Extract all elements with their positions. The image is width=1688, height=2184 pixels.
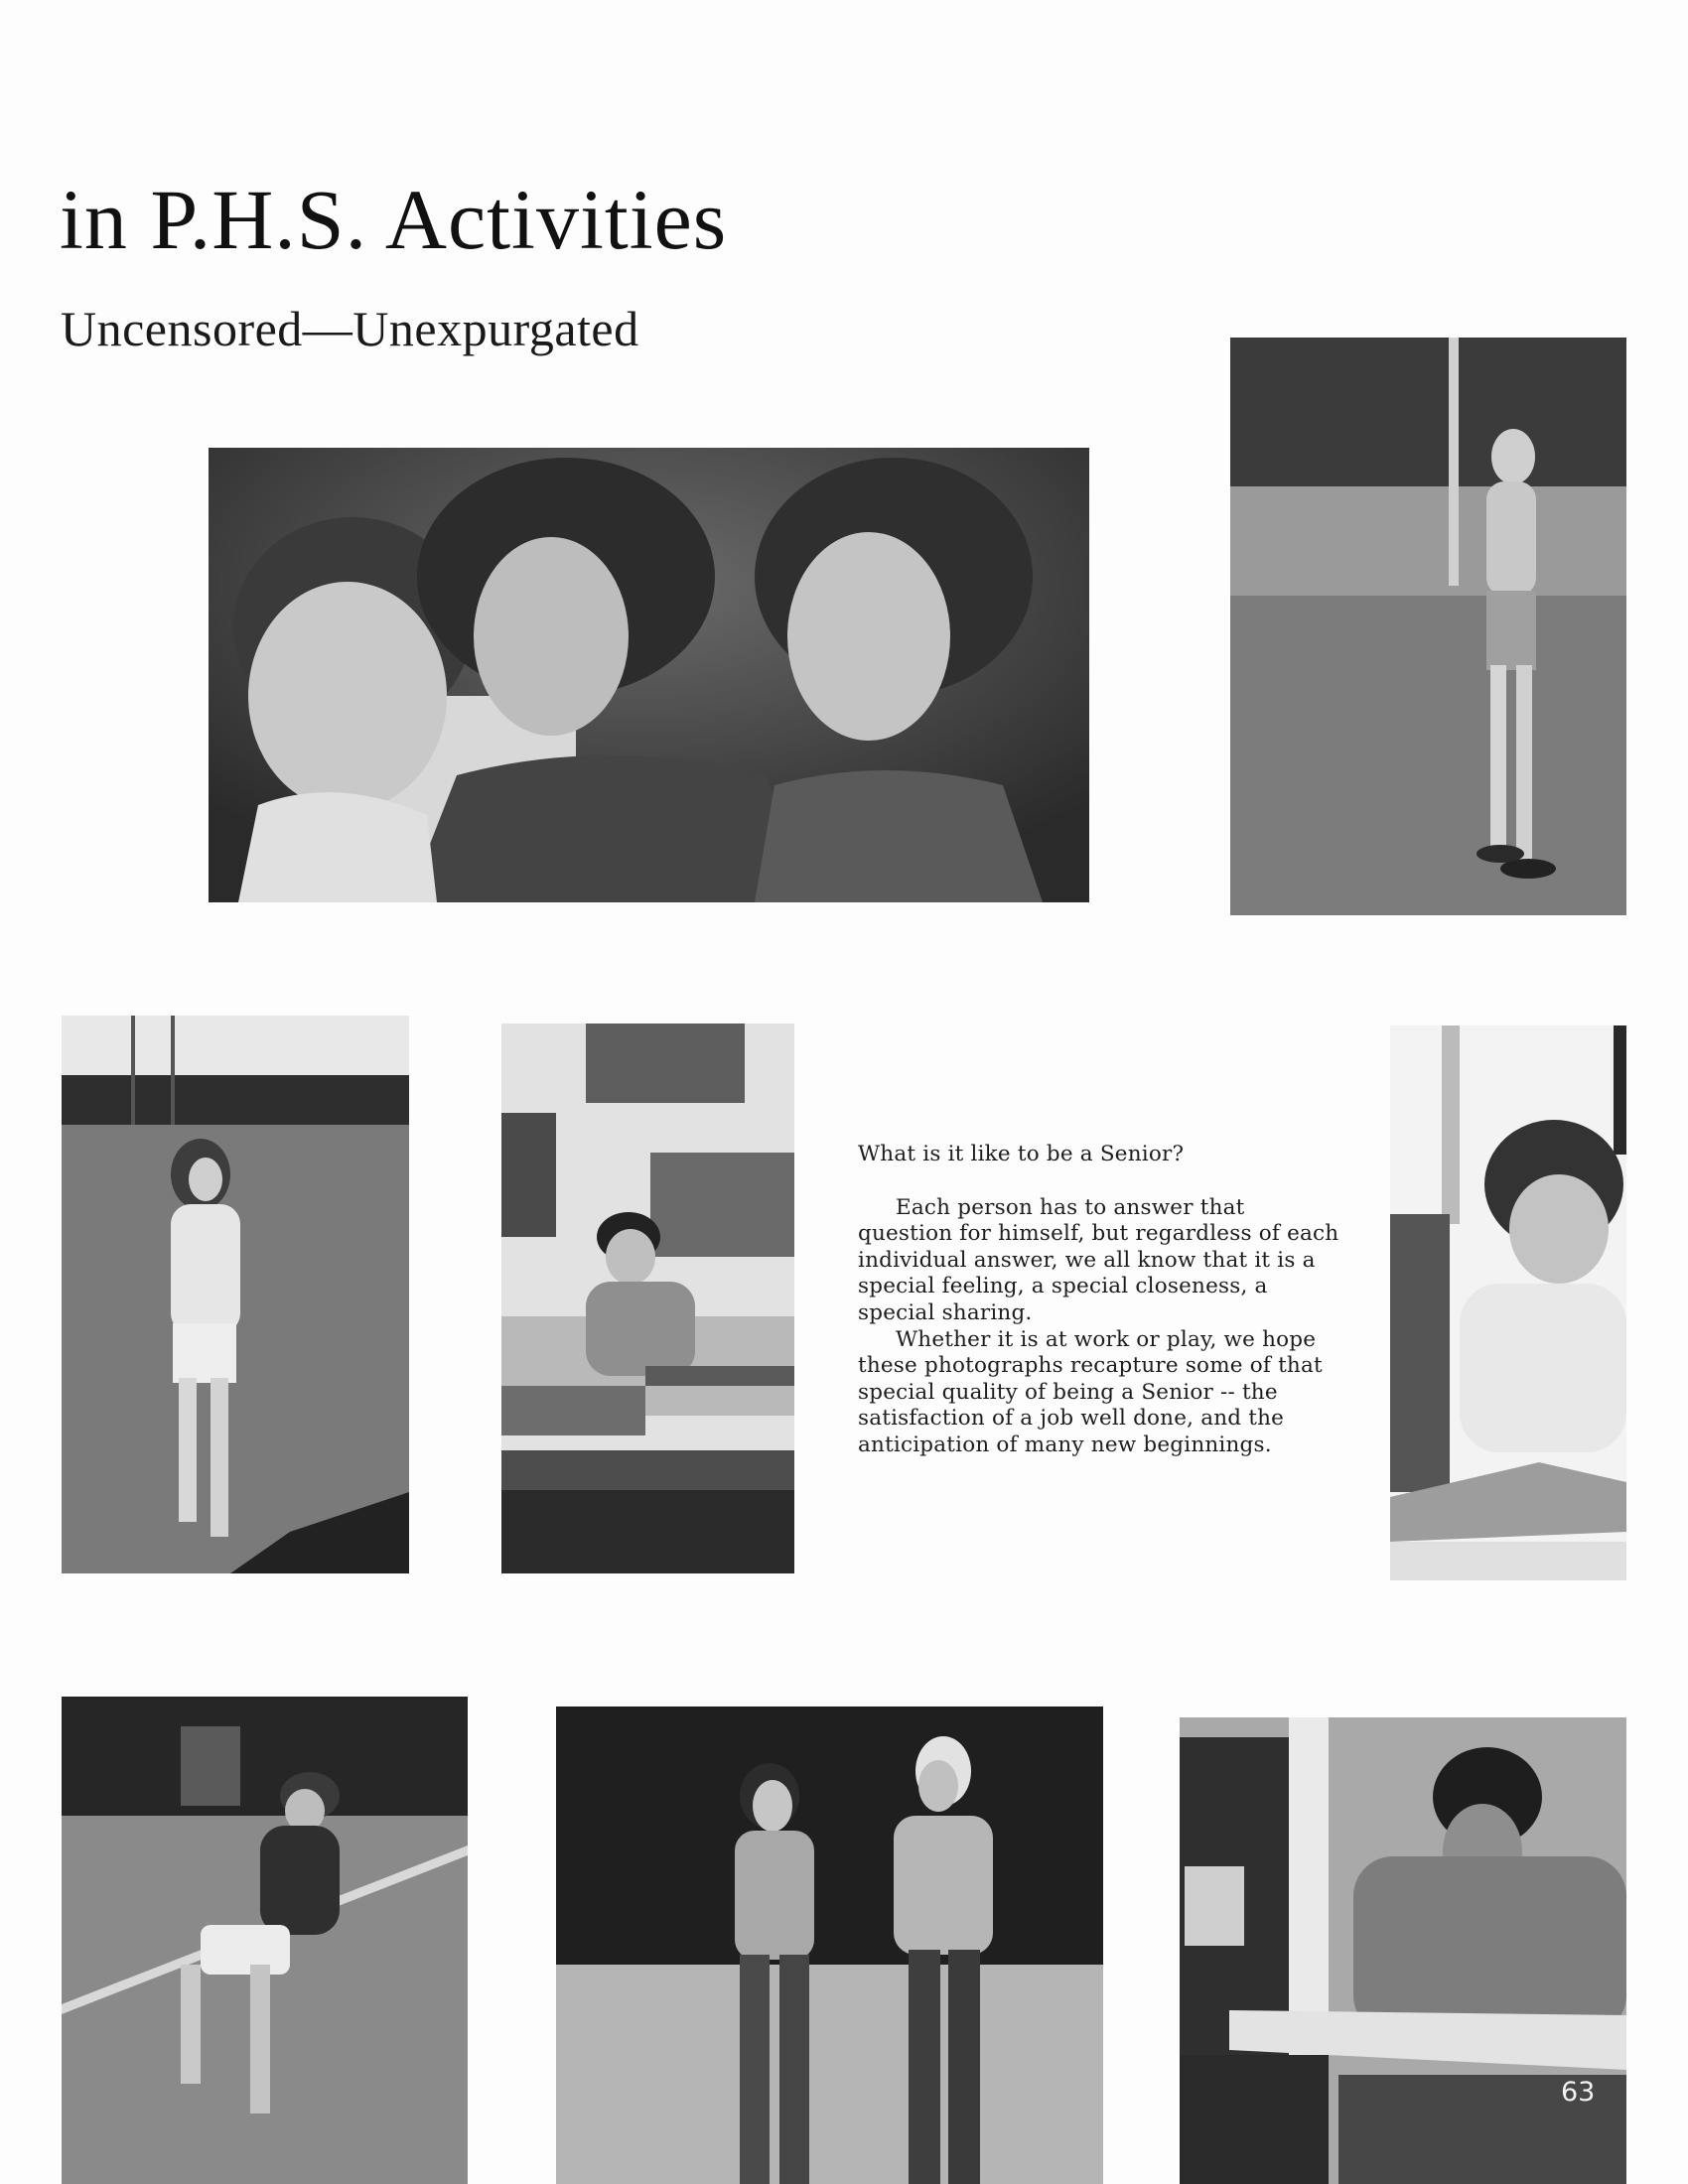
page-subtitle: Uncensored—Unexpurgated (61, 301, 639, 356)
photo-student-classroom-paintings (501, 1024, 794, 1573)
photo-boy-writing-desk (1180, 1717, 1626, 2184)
photo-girl-running-track (62, 1697, 468, 2184)
photo-girl-running-field (62, 1016, 409, 1573)
photo-shirtless-boy-field (1230, 338, 1626, 915)
article-text (858, 1142, 1344, 1459)
page-title: in P.H.S. Activities (60, 172, 728, 267)
article-question: What is it like to be a Senior? (858, 1142, 1185, 1166)
page-number: 63 (1561, 2077, 1596, 2108)
article-paragraph: Each person has to answer that question for himself, but regardless of each individual answer, we all know that it is a special feeling, a special closeness, a special sharing. (858, 1194, 1339, 1325)
photo-three-girls (209, 448, 1089, 902)
photo-couple-walking (556, 1706, 1103, 2184)
photo-girl-reading-desk (1390, 1025, 1626, 1580)
article-paragraph: Whether it is at work or play, we hope these photographs recapture some of that special quality of being a Senior -- the satisfaction of a job well done, and the anticipation of many new beginnings. (858, 1326, 1323, 1457)
